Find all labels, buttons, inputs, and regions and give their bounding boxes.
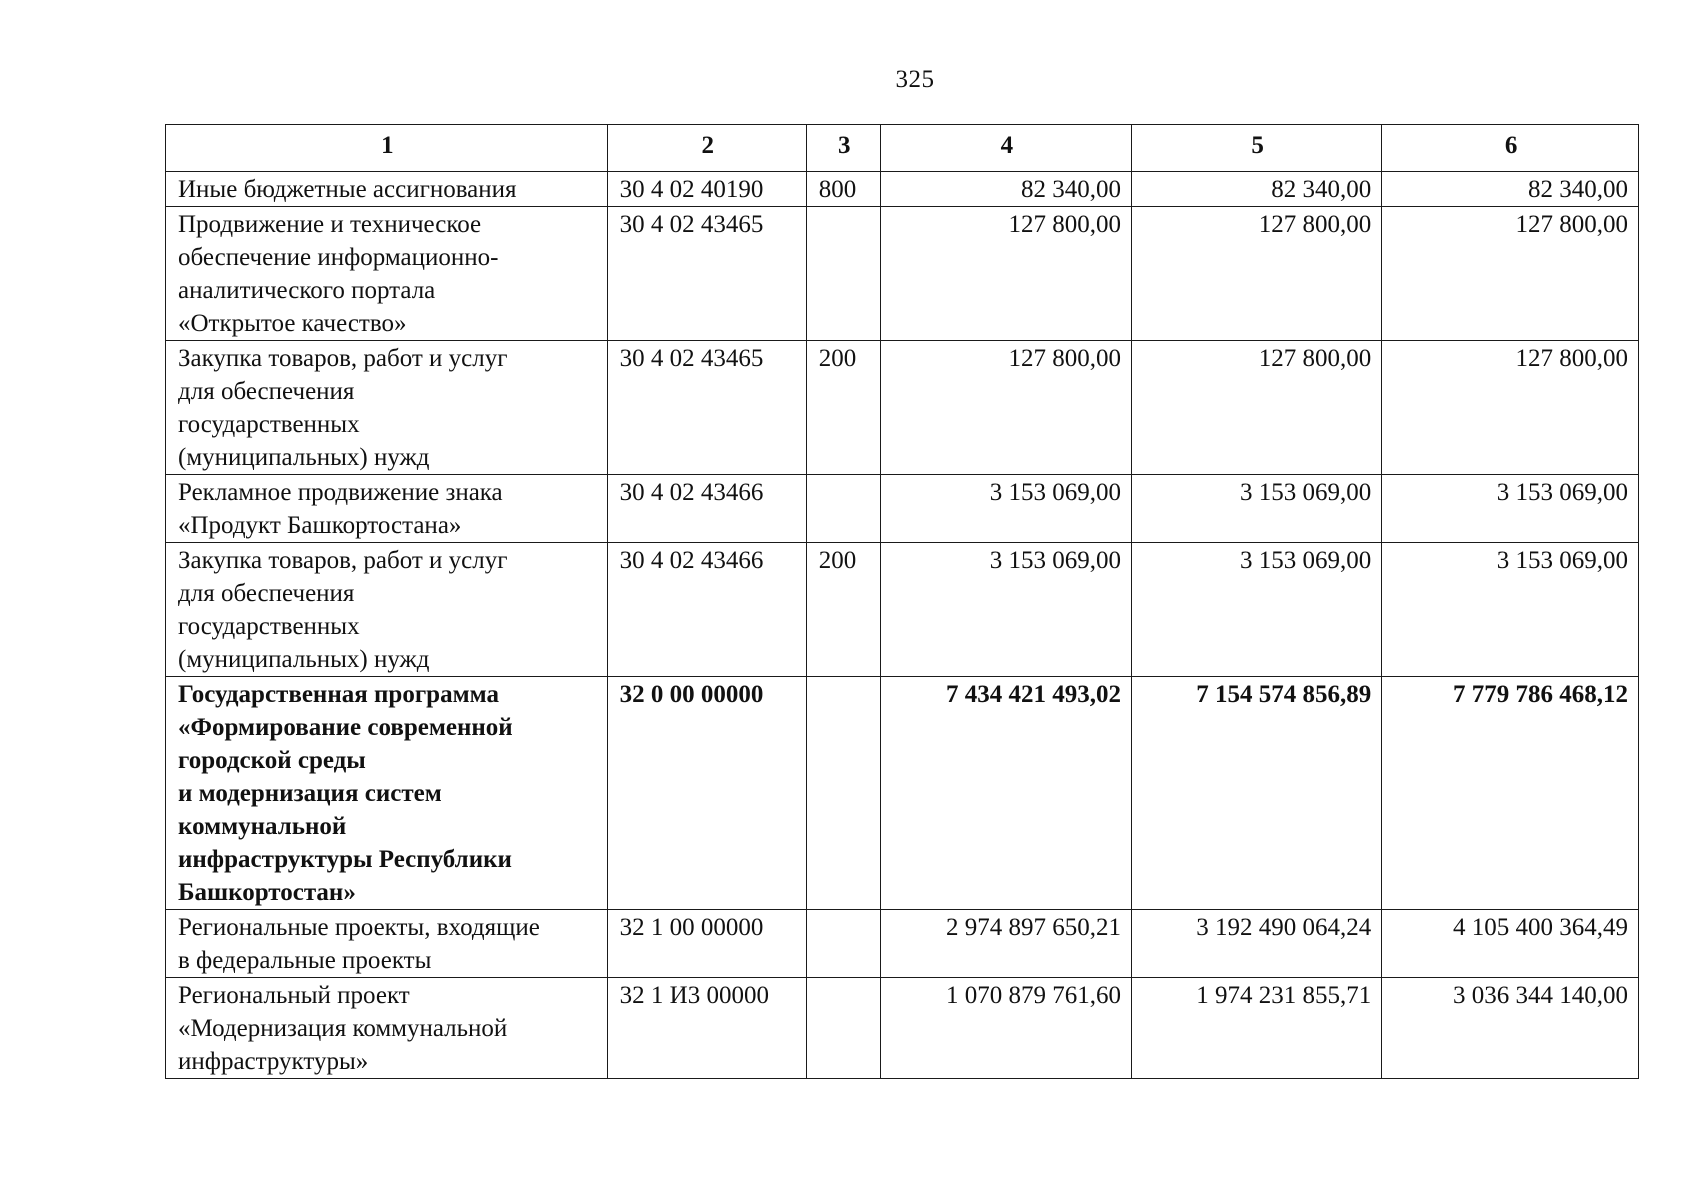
table-row: [166, 978, 1639, 1079]
row-amount-col4-cell: 2 974 897 650,21: [880, 910, 1131, 978]
row-expense-type-cell: 200: [806, 543, 880, 677]
row-name-cell: [166, 978, 608, 1079]
row-code-cell: 30 4 02 43465: [607, 207, 806, 341]
row-name-line: аналитического портала: [178, 277, 436, 304]
row-name-line: (муниципальных) нужд: [178, 444, 430, 471]
row-amount-col5-cell: 3 192 490 064,24: [1132, 910, 1382, 978]
row-expense-type-cell: [806, 910, 880, 978]
row-name-cell: [166, 341, 608, 475]
table-row: [166, 172, 1639, 207]
row-name-cell: [166, 475, 608, 543]
row-amount-col6-cell: 3 036 344 140,00: [1382, 978, 1639, 1079]
row-name-line: для обеспечения: [178, 580, 355, 607]
row-name-line: коммунальной: [178, 813, 347, 840]
row-name-cell: [166, 543, 608, 677]
row-name-line: Региональные проекты, входящие: [178, 914, 540, 941]
column-header-6: 6: [1382, 125, 1639, 172]
row-code-cell: 30 4 02 43466: [607, 475, 806, 543]
row-amount-col4-cell: 127 800,00: [880, 341, 1131, 475]
table-row: [166, 543, 1639, 677]
row-amount-col6-cell: 4 105 400 364,49: [1382, 910, 1639, 978]
row-name-line: городской среды: [178, 747, 366, 774]
column-header-5: 5: [1132, 125, 1382, 172]
row-expense-type-cell: 200: [806, 341, 880, 475]
table-row: [166, 677, 1639, 910]
row-amount-col5-cell: 1 974 231 855,71: [1132, 978, 1382, 1079]
row-name-cell: [166, 207, 608, 341]
row-amount-col5-cell: 3 153 069,00: [1132, 475, 1382, 543]
row-amount-col6-cell: 3 153 069,00: [1382, 475, 1639, 543]
row-name-line: для обеспечения: [178, 378, 355, 405]
row-code-cell: 32 1 И3 00000: [607, 978, 806, 1079]
row-name-cell: [166, 677, 608, 910]
page-number: 325: [895, 66, 935, 93]
row-amount-col4-cell: 82 340,00: [880, 172, 1131, 207]
row-amount-col4-cell: 127 800,00: [880, 207, 1131, 341]
row-name-line: Иные бюджетные ассигнования: [178, 176, 517, 203]
table-row: [166, 475, 1639, 543]
row-amount-col4-cell: 7 434 421 493,02: [880, 677, 1131, 910]
row-name-line: «Модернизация коммунальной: [178, 1015, 508, 1042]
row-amount-col4-cell: 1 070 879 761,60: [880, 978, 1131, 1079]
row-name-line: и модернизация систем: [178, 780, 442, 807]
row-code-cell: 30 4 02 40190: [607, 172, 806, 207]
column-header-4: 4: [880, 125, 1131, 172]
row-name-line: «Формирование современной: [178, 714, 513, 741]
row-amount-col5-cell: 127 800,00: [1132, 207, 1382, 341]
row-expense-type-cell: [806, 475, 880, 543]
column-header-1: 1: [166, 125, 608, 172]
row-name-cell: [166, 910, 608, 978]
table-header-row: [166, 125, 1639, 172]
row-name-line: государственных: [178, 411, 360, 438]
row-name-line: «Продукт Башкортостана»: [178, 512, 462, 539]
row-expense-type-cell: [806, 677, 880, 910]
table-row: [166, 341, 1639, 475]
row-amount-col5-cell: 3 153 069,00: [1132, 543, 1382, 677]
row-name-line: (муниципальных) нужд: [178, 646, 430, 673]
column-header-2: 2: [607, 125, 806, 172]
row-expense-type-cell: 800: [806, 172, 880, 207]
row-code-cell: 30 4 02 43466: [607, 543, 806, 677]
row-amount-col6-cell: 3 153 069,00: [1382, 543, 1639, 677]
row-name-line: «Открытое качество»: [178, 310, 407, 337]
table-row: [166, 207, 1639, 341]
row-amount-col4-cell: 3 153 069,00: [880, 475, 1131, 543]
row-amount-col5-cell: 7 154 574 856,89: [1132, 677, 1382, 910]
row-amount-col6-cell: 127 800,00: [1382, 341, 1639, 475]
row-name-cell: [166, 172, 608, 207]
row-name-line: инфраструктуры»: [178, 1048, 369, 1075]
row-amount-col5-cell: 127 800,00: [1132, 341, 1382, 475]
budget-table: [165, 124, 1639, 1079]
row-name-line: Башкортостан»: [178, 879, 356, 906]
table-body: [166, 172, 1639, 1079]
row-name-line: Продвижение и техническое: [178, 211, 482, 238]
row-name-line: Закупка товаров, работ и услуг: [178, 547, 508, 574]
column-header-3: 3: [806, 125, 880, 172]
row-name-line: инфраструктуры Республики: [178, 846, 512, 873]
table-row: [166, 910, 1639, 978]
row-code-cell: 32 1 00 00000: [607, 910, 806, 978]
row-expense-type-cell: [806, 978, 880, 1079]
row-name-line: Государственная программа: [178, 681, 499, 708]
row-name-line: обеспечение информационно-: [178, 244, 499, 271]
row-amount-col6-cell: 82 340,00: [1382, 172, 1639, 207]
row-name-line: государственных: [178, 613, 360, 640]
row-amount-col5-cell: 82 340,00: [1132, 172, 1382, 207]
row-amount-col6-cell: 127 800,00: [1382, 207, 1639, 341]
row-code-cell: 32 0 00 00000: [607, 677, 806, 910]
row-name-line: Региональный проект: [178, 982, 410, 1009]
row-name-line: Закупка товаров, работ и услуг: [178, 345, 508, 372]
row-expense-type-cell: [806, 207, 880, 341]
row-amount-col4-cell: 3 153 069,00: [880, 543, 1131, 677]
row-name-line: в федеральные проекты: [178, 947, 432, 974]
row-code-cell: 30 4 02 43465: [607, 341, 806, 475]
row-name-line: Рекламное продвижение знака: [178, 479, 503, 506]
row-amount-col6-cell: 7 779 786 468,12: [1382, 677, 1639, 910]
